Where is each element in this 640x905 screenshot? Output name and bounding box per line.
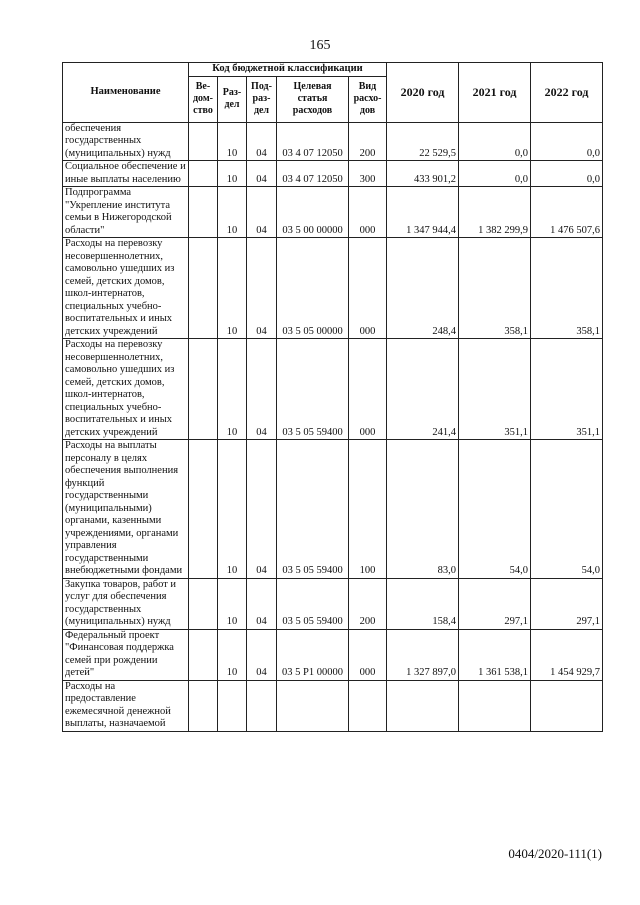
row-razdel: 10 bbox=[218, 629, 247, 680]
row-celevaya: 03 5 05 00000 bbox=[277, 238, 349, 339]
header-vedomstvo: Ве- дом- ство bbox=[189, 76, 218, 122]
row-2022: 351,1 bbox=[531, 339, 603, 440]
row-celevaya: 03 5 05 59400 bbox=[277, 440, 349, 579]
row-podrazdel: 04 bbox=[247, 440, 277, 579]
table-header bbox=[63, 63, 603, 123]
header-budget-code: Код бюджетной классификации bbox=[189, 63, 387, 77]
table-row bbox=[63, 339, 603, 440]
header-2022: 2022 год bbox=[531, 63, 603, 123]
header-podrazdel: Под- раз- дел bbox=[247, 76, 277, 122]
header-2020: 2020 год bbox=[387, 63, 459, 123]
row-2020: 433 901,2 bbox=[387, 161, 459, 187]
row-razdel: 10 bbox=[218, 187, 247, 238]
row-vedomstvo bbox=[189, 238, 218, 339]
row-podrazdel: 04 bbox=[247, 122, 277, 161]
row-2022: 0,0 bbox=[531, 122, 603, 161]
table-row bbox=[63, 629, 603, 680]
row-razdel: 10 bbox=[218, 122, 247, 161]
row-vid: 300 bbox=[349, 161, 387, 187]
row-2021: 1 382 299,9 bbox=[459, 187, 531, 238]
table-row bbox=[63, 680, 603, 731]
row-name: Федеральный проект "Финансовая поддержка семей при рождении детей" bbox=[63, 629, 189, 680]
row-2022: 54,0 bbox=[531, 440, 603, 579]
row-celevaya: 03 5 P1 00000 bbox=[277, 629, 349, 680]
row-2020: 22 529,5 bbox=[387, 122, 459, 161]
table-row bbox=[63, 161, 603, 187]
document-code: 0404/2020-111(1) bbox=[508, 846, 602, 861]
row-2021: 0,0 bbox=[459, 161, 531, 187]
row-podrazdel: 04 bbox=[247, 187, 277, 238]
row-2022: 297,1 bbox=[531, 578, 603, 629]
row-vedomstvo bbox=[189, 161, 218, 187]
row-vid: 000 bbox=[349, 187, 387, 238]
budget-table bbox=[62, 62, 603, 732]
row-2022: 0,0 bbox=[531, 161, 603, 187]
row-razdel: 10 bbox=[218, 578, 247, 629]
row-2021: 351,1 bbox=[459, 339, 531, 440]
row-vedomstvo bbox=[189, 122, 218, 161]
row-vid: 000 bbox=[349, 629, 387, 680]
row-2021: 358,1 bbox=[459, 238, 531, 339]
row-name: Закупка товаров, работ и услуг для обеспечения государственных (муниципальных) нужд bbox=[63, 578, 189, 629]
row-razdel: 10 bbox=[218, 440, 247, 579]
row-celevaya: 03 4 07 12050 bbox=[277, 122, 349, 161]
row-podrazdel: 04 bbox=[247, 578, 277, 629]
row-2020: 241,4 bbox=[387, 339, 459, 440]
row-celevaya: 03 5 05 59400 bbox=[277, 578, 349, 629]
row-celevaya bbox=[277, 680, 349, 731]
row-podrazdel: 04 bbox=[247, 629, 277, 680]
row-vid bbox=[349, 680, 387, 731]
table-row bbox=[63, 440, 603, 579]
page-number: 165 bbox=[309, 38, 331, 53]
row-2021: 1 361 538,1 bbox=[459, 629, 531, 680]
row-2020: 83,0 bbox=[387, 440, 459, 579]
row-vid: 200 bbox=[349, 578, 387, 629]
row-vedomstvo bbox=[189, 578, 218, 629]
row-2021: 54,0 bbox=[459, 440, 531, 579]
row-2021: 297,1 bbox=[459, 578, 531, 629]
row-name: Расходы на предоставление ежемесячной денежной выплаты, назначаемой bbox=[63, 680, 189, 731]
row-vedomstvo bbox=[189, 629, 218, 680]
row-2021 bbox=[459, 680, 531, 731]
row-podrazdel: 04 bbox=[247, 161, 277, 187]
row-vedomstvo bbox=[189, 339, 218, 440]
header-celevaya: Целевая статья расходов bbox=[277, 76, 349, 122]
row-2020: 248,4 bbox=[387, 238, 459, 339]
row-celevaya: 03 5 05 59400 bbox=[277, 339, 349, 440]
row-razdel: 10 bbox=[218, 339, 247, 440]
row-vedomstvo bbox=[189, 187, 218, 238]
row-razdel: 10 bbox=[218, 238, 247, 339]
row-name: Социальное обеспечение и иные выплаты населению bbox=[63, 161, 189, 187]
row-celevaya: 03 4 07 12050 bbox=[277, 161, 349, 187]
table-row bbox=[63, 238, 603, 339]
row-name: Подпрограмма "Укрепление института семьи в Нижегородской области" bbox=[63, 187, 189, 238]
row-2020 bbox=[387, 680, 459, 731]
row-2020: 1 347 944,4 bbox=[387, 187, 459, 238]
row-2022 bbox=[531, 680, 603, 731]
row-podrazdel bbox=[247, 680, 277, 731]
row-vid: 000 bbox=[349, 339, 387, 440]
header-name: Наименование bbox=[63, 63, 189, 123]
table-row bbox=[63, 187, 603, 238]
row-2022: 358,1 bbox=[531, 238, 603, 339]
row-2022: 1 476 507,6 bbox=[531, 187, 603, 238]
row-podrazdel: 04 bbox=[247, 339, 277, 440]
row-celevaya: 03 5 00 00000 bbox=[277, 187, 349, 238]
row-vid: 000 bbox=[349, 238, 387, 339]
row-razdel bbox=[218, 680, 247, 731]
header-vid: Вид расхо- дов bbox=[349, 76, 387, 122]
row-vid: 100 bbox=[349, 440, 387, 579]
table-row bbox=[63, 578, 603, 629]
table-row bbox=[63, 122, 603, 161]
row-name: Расходы на выплаты персоналу в целях обеспечения выполнения функций государственными (муниципальными) органами, казенными учреждениями, органами управления государственными внебюджетными фондами bbox=[63, 440, 189, 579]
row-vedomstvo bbox=[189, 440, 218, 579]
row-2021: 0,0 bbox=[459, 122, 531, 161]
row-2022: 1 454 929,7 bbox=[531, 629, 603, 680]
header-razdel: Раз- дел bbox=[218, 76, 247, 122]
row-name: обеспечения государственных (муниципальных) нужд bbox=[63, 122, 189, 161]
row-2020: 158,4 bbox=[387, 578, 459, 629]
row-vedomstvo bbox=[189, 680, 218, 731]
row-razdel: 10 bbox=[218, 161, 247, 187]
row-vid: 200 bbox=[349, 122, 387, 161]
row-name: Расходы на перевозку несовершеннолетних, самовольно ушедших из семей, детских домов, школ-интернатов, специальных учебно-воспитательных и иных детских учреждений bbox=[63, 339, 189, 440]
header-2021: 2021 год bbox=[459, 63, 531, 123]
row-podrazdel: 04 bbox=[247, 238, 277, 339]
row-2020: 1 327 897,0 bbox=[387, 629, 459, 680]
row-name: Расходы на перевозку несовершеннолетних, самовольно ушедших из семей, детских домов, школ-интернатов, специальных учебно-воспитательных и иных детских учреждений bbox=[63, 238, 189, 339]
